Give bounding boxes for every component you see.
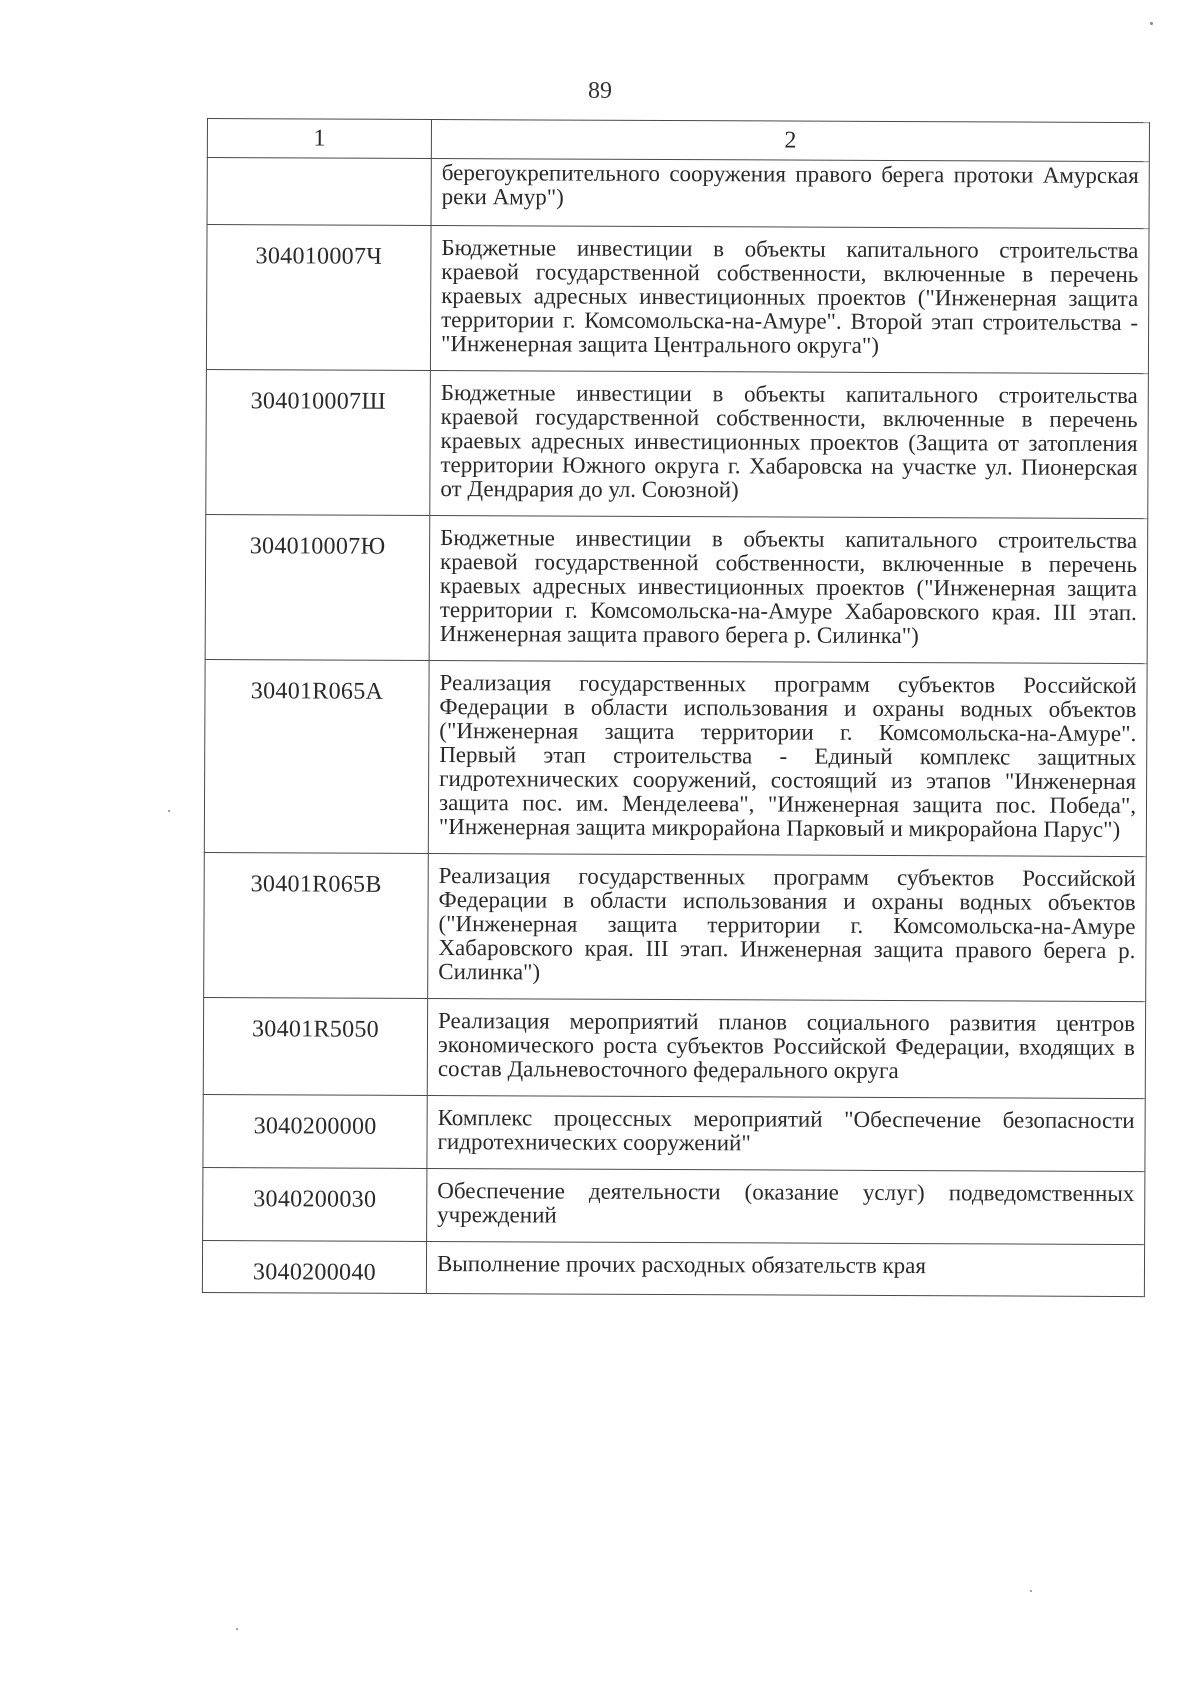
row-code: 30401R5050 [203,997,427,1095]
column-header-2: 2 [431,119,1149,161]
row-code: 304010007Ч [206,225,431,371]
row-description: Бюджетные инвестиции в объекты капитального строительства краевой государственной собственности, включенные в перечень краевых адресных инвестиционных проектов (Защита от затопления территории Южного округа г. Хабаровска на участке ул. Пионерская от Дендрария до ул. Союзной) [430,370,1149,518]
row-description: Обеспечение деятельности (оказание услуг) подведомственных учреждений [427,1168,1145,1244]
row-code [207,158,431,226]
row-description: Реализация государственных программ субъектов Российской Федерации в области использования и охраны водных объектов ("Инженерная защита территории г. Комсомольска-на-Амуре". Первый этап строительства - Единый комплекс защитных гидротехнических сооружений, состоящий из этапов "Инженерная защита пос. им. Менделеева", "Инженерная защита пос. Победа", "Инженерная защита микрорайона Парковый и микрорайона Парус") [428,660,1147,856]
row-description: Реализация мероприятий планов социального развития центров экономического роста субъектов Российской Федерации, входящих в состав Дальневосточного федерального округа [427,998,1145,1098]
table-row [206,369,1149,518]
scan-speck [1150,22,1153,25]
row-code: 304010007Ю [205,514,430,660]
scan-speck [1030,1590,1032,1592]
table-row [204,659,1147,856]
page-number: 89 [588,78,612,104]
table-row [204,852,1147,1001]
row-description: Реализация государственных программ субъектов Российской Федерации в области использования и охраны водных объектов ("Инженерная защита территории г. Комсомольска-на-Амуре Хабаровского края. III этап. Инженерная защита правого берега р. Силинка") [428,853,1147,1001]
row-code: 3040200000 [203,1094,427,1168]
table-row [206,225,1149,374]
column-header-1: 1 [207,119,431,159]
table-row [203,1167,1145,1244]
table-row [205,514,1148,663]
row-description: Комплекс процессных мероприятий "Обеспечение безопасности гидротехнических сооружений" [427,1095,1145,1171]
row-code: 3040200030 [203,1167,427,1241]
row-code: 3040200040 [202,1240,426,1293]
row-description: Бюджетные инвестиции в объекты капитального строительства краевой государственной собственности, включенные в перечень краевых адресных инвестиционных проектов ("Инженерная защита территории г. Комсомольска-на-Амуре Хабаровского края. III этап. Инженерная защита правого берега р. Силинка") [429,515,1148,663]
table-row [203,1094,1145,1171]
classification-table [202,118,1150,1297]
row-description: Бюджетные инвестиции в объекты капитального строительства краевой государственной собственности, включенные в перечень краевых адресных инвестиционных проектов ("Инженерная защита территории г. Комсомольска-на-Амуре". Второй этап строительства - "Инженерная защита Центрального округа") [430,225,1149,373]
table-row [202,1240,1144,1296]
table-row [207,158,1149,229]
row-code: 30401R065A [204,659,429,853]
table-header-row [207,119,1149,162]
row-code: 304010007Ш [206,369,431,515]
row-code: 30401R065B [204,852,429,998]
scan-speck [236,1628,238,1630]
scan-speck [168,810,170,812]
row-description: Выполнение прочих расходных обязательств края [426,1241,1144,1296]
row-description: берегоукрепительного сооружения правого берега протоки Амурская реки Амур") [431,158,1149,228]
table-row [203,997,1145,1098]
